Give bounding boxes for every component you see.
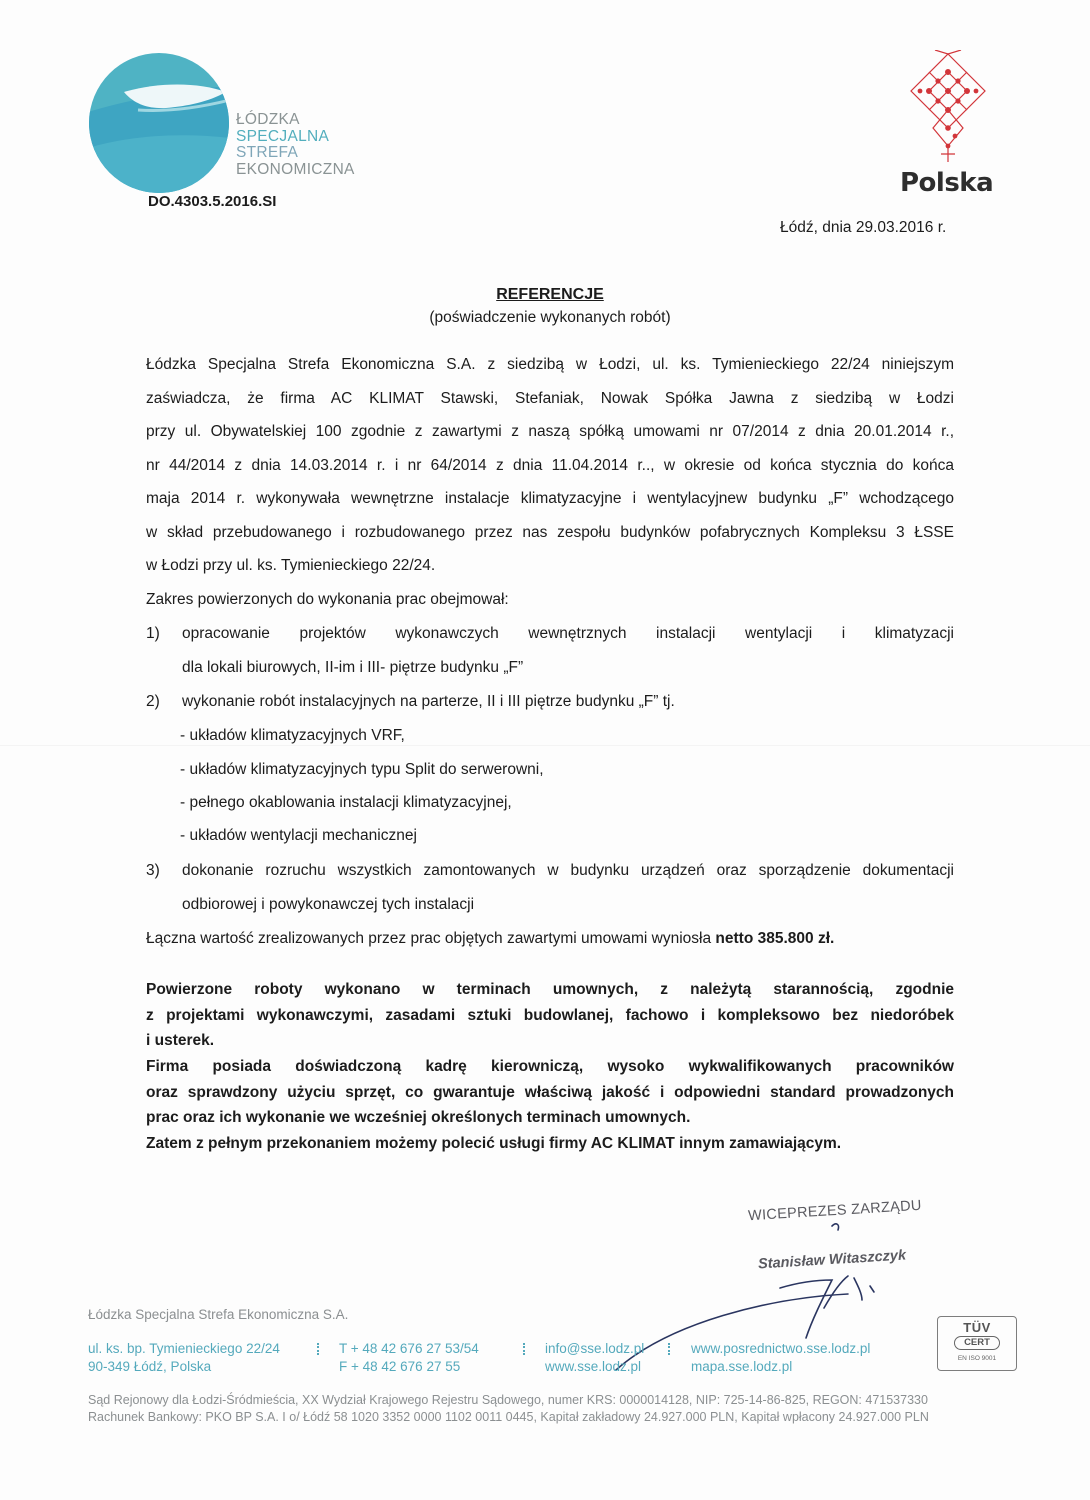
phone-line: T + 48 42 676 27 53/54 bbox=[339, 1341, 479, 1356]
total-value bbox=[146, 922, 834, 956]
lsse-logo-icon bbox=[88, 52, 230, 194]
signature-name: Stanisław Witaszczyk bbox=[757, 1247, 907, 1273]
polska-emblem-icon bbox=[905, 50, 991, 168]
text-line: Powierzone roboty wykonano w terminach umownych, z należytą starannością, zgodnie bbox=[146, 981, 954, 998]
item-number: 3) bbox=[146, 862, 160, 879]
text-line: Łódzka Specjalna Strefa Ekonomiczna S.A. z siedzibą w Łodzi, ul. ks. Tymienieckiego 22/24 niniejszym bbox=[146, 356, 954, 373]
website-link[interactable]: mapa.sse.lodz.pl bbox=[691, 1359, 793, 1374]
text-line: w skład przebudowanego i rozbudowanego przez nas zespołu budynków pofabrycznych Kompleksu 3 ŁSSE bbox=[146, 523, 954, 541]
logo-line: SPECJALNA bbox=[236, 127, 330, 145]
email-link[interactable]: info@sse.lodz.pl bbox=[545, 1341, 645, 1356]
lsse-logo-text bbox=[236, 112, 355, 178]
legal-line: Sąd Rejonowy dla Łodzi-Śródmieścia, XX Wydział Krajowego Rejestru Sądowego, numer KRS: 0000014128, NIP: 725-14-86-825, REGON: 471537330 bbox=[88, 1393, 928, 1407]
sub-item: - układów klimatyzacyjnych typu Split do serwerowni, bbox=[180, 761, 544, 778]
total-amount: netto 385.800 zł. bbox=[715, 930, 835, 947]
text-line: przy ul. Obywatelskiej 100 zgodnie z zawartymi z naszą spółką umowami nr 07/2014 z dnia 20.01.2014 r., bbox=[146, 423, 954, 440]
polska-wordmark: Polska bbox=[900, 168, 994, 198]
item-text: wykonanie robót instalacyjnych na parterze, II i III piętrze budynku „F” tj. bbox=[182, 693, 675, 710]
reference-number: DO.4303.5.2016.SI bbox=[148, 193, 277, 210]
sub-item: - układów klimatyzacyjnych VRF, bbox=[180, 727, 405, 744]
item-text: odbiorowej i powykonawczej tych instalacji bbox=[182, 896, 475, 913]
scope-heading: Zakres powierzonych do wykonania prac obejmował: bbox=[146, 591, 509, 608]
address-line: 90-349 Łódź, Polska bbox=[88, 1359, 212, 1374]
item-text: opracowanie projektów wykonawczych wewnętrznych instalacji wentylacji i klimatyzacji bbox=[182, 625, 954, 642]
text-line: Firma posiada doświadczoną kadrę kierowniczą, wysoko wykwalifikowanych pracowników bbox=[146, 1058, 954, 1075]
footer-address bbox=[88, 1340, 280, 1376]
intro-paragraph bbox=[146, 348, 954, 583]
conclusion-quality bbox=[146, 977, 954, 1054]
website-link[interactable]: www.posrednictwo.sse.lodz.pl bbox=[691, 1341, 871, 1356]
logo-line: ŁÓDZKA bbox=[236, 111, 300, 128]
conclusion-recommendation: Zatem z pełnym przekonaniem możemy polecić usługi firmy AC KLIMAT innym zamawiającym. bbox=[146, 1135, 842, 1152]
footer-separator bbox=[523, 1343, 525, 1355]
website-link[interactable]: www.sse.lodz.pl bbox=[545, 1359, 642, 1374]
footer-company: Łódzka Specjalna Strefa Ekonomiczna S.A. bbox=[88, 1307, 349, 1322]
footer-contact bbox=[545, 1340, 644, 1376]
footer-separator bbox=[317, 1343, 319, 1355]
text-line: zaświadcza, że firma AC KLIMAT Stawski, Stefaniak, Nowak Spółka Jawna z siedzibą w Łodzi bbox=[146, 389, 954, 407]
fax-line: F + 48 42 676 27 55 bbox=[339, 1359, 461, 1374]
text-line: oraz sprawdzony użyciu sprzęt, co gwarantuje właściwą jakość i odpowiedni standard prowadzonych bbox=[146, 1083, 954, 1101]
total-text: Łączna wartość zrealizowanych przez prac objętych zawartymi umowami wyniosła bbox=[146, 930, 716, 947]
item-number: 1) bbox=[146, 625, 160, 642]
document-title: REFERENCJE bbox=[496, 286, 604, 303]
document-subtitle: (poświadczenie wykonanych robót) bbox=[429, 309, 671, 326]
text-line: nr 44/2014 z dnia 14.03.2014 r. i nr 64/2014 z dnia 11.04.2014 r.., w okresie od końca stycznia do końca bbox=[146, 456, 954, 474]
footer-phones bbox=[339, 1340, 479, 1376]
text-line: z projektami wykonawczymi, zasadami sztuki budowlanej, fachowo i kompleksowo bez niedoróbek bbox=[146, 1006, 954, 1024]
tuv-cert-badge bbox=[937, 1316, 1017, 1371]
logo-line: EKONOMICZNA bbox=[236, 160, 355, 178]
legal-line: Rachunek Bankowy: PKO BP S.A. I o/ Łódź 58 1020 3352 0000 1102 0011 0445, Kapitał zakładowy 24.927.000 PLN, Kapitał wpłacony 24.927.000 PLN bbox=[88, 1410, 929, 1424]
sub-item: - pełnego okablowania instalacji klimatyzacyjnej, bbox=[180, 794, 512, 811]
footer-legal bbox=[88, 1392, 929, 1426]
text-line: prac oraz ich wykonanie we wcześniej określonych terminach umownych. bbox=[146, 1109, 691, 1126]
tuv-standard: EN ISO 9001 bbox=[957, 1355, 997, 1362]
logo-line: STREFA bbox=[236, 144, 299, 161]
footer-separator bbox=[668, 1343, 670, 1355]
tuv-label: TÜV bbox=[963, 1320, 991, 1335]
item-number: 2) bbox=[146, 693, 160, 710]
conclusion-company bbox=[146, 1054, 954, 1131]
paper-fold bbox=[0, 745, 1090, 746]
text-line: maja 2014 r. wykonywała wewnętrzne instalacje klimatyzacyjne i wentylacyjnew budynku „F” wchodzącego bbox=[146, 490, 954, 507]
address-line: ul. ks. bp. Tymienieckiego 22/24 bbox=[88, 1341, 280, 1356]
item-text: dla lokali biurowych, II-im i III- piętrze budynku „F” bbox=[182, 659, 524, 676]
signature-position: WICEPREZES ZARZĄDU bbox=[747, 1197, 923, 1225]
place-date: Łódź, dnia 29.03.2016 r. bbox=[780, 219, 947, 236]
item-text: dokonanie rozruchu wszystkich zamontowanych w budynku urządzeń oraz sporządzenie dokumentacji bbox=[182, 862, 954, 879]
text-line: w Łodzi przy ul. ks. Tymienieckiego 22/24. bbox=[146, 557, 436, 574]
footer-websites bbox=[691, 1340, 870, 1376]
text-line: i usterek. bbox=[146, 1032, 215, 1049]
sub-item: - układów wentylacji mechanicznej bbox=[180, 827, 417, 844]
tuv-cert-label: CERT bbox=[954, 1336, 1000, 1350]
